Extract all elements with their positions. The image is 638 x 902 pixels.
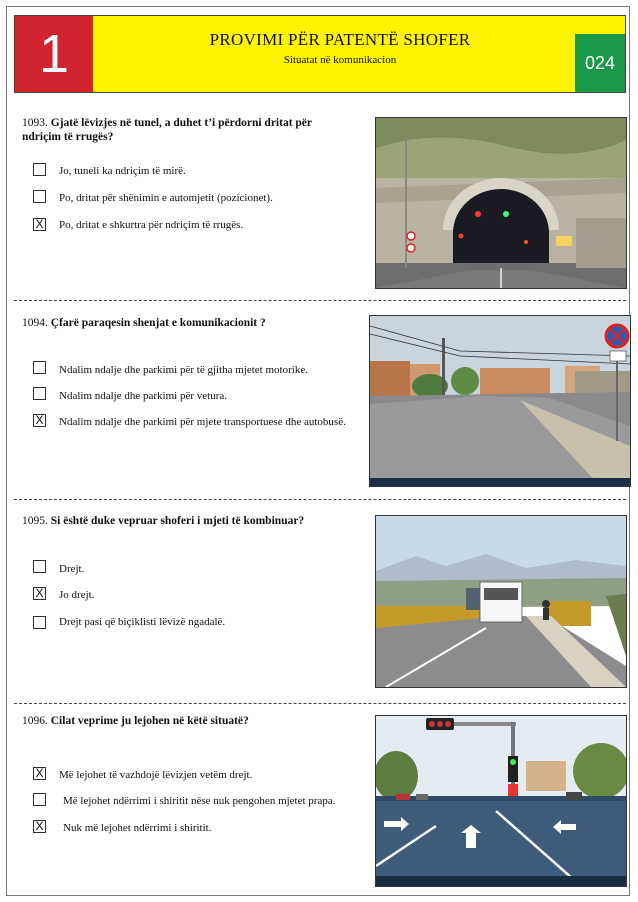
- answer-text: Po, dritat e shkurtra për ndriçim të rrugës.: [59, 219, 244, 231]
- answer-text: Jo drejt.: [59, 589, 95, 601]
- tunnel-photo: [375, 117, 627, 289]
- question-text: Si është duke vepruar shoferi i mjeti të kombinuar?: [50, 515, 305, 527]
- answer-checkbox[interactable]: [33, 361, 46, 374]
- bridge-van-photo: [375, 515, 627, 688]
- section-divider: [14, 499, 626, 500]
- answer-text: Jo, tuneli ka ndriçim të mirë.: [59, 165, 186, 177]
- exam-subtitle: Situatat në komunikacion: [283, 54, 397, 66]
- question-text: Gjatë lëvizjes në tunel, a duhet t’i përdorni dritat për ndriçim të rrugës?: [22, 117, 312, 143]
- answer-text: Po, dritat për shënimin e automjetit (pozicionet).: [59, 192, 273, 204]
- question-heading: [22, 514, 362, 528]
- answer-checkbox[interactable]: [33, 190, 46, 203]
- answer-text: Ndalim ndalje dhe parkimi për vetura.: [59, 390, 227, 402]
- page-code: 024: [575, 34, 625, 92]
- answer-text: Ndalim ndalje dhe parkimi për mjete transportuese dhe autobusë.: [59, 416, 346, 428]
- answer-text: Drejt pasi që biçiklisti lëvizë ngadalë.: [59, 616, 226, 628]
- exam-header: [14, 15, 626, 93]
- question-heading: [22, 116, 342, 144]
- answer-checkbox[interactable]: X: [33, 587, 46, 600]
- question-number: 1095.: [22, 515, 48, 527]
- question-text: Çfarë paraqesin shenjat e komunikacionit ?: [50, 317, 266, 329]
- road-signs-photo: [369, 315, 631, 487]
- answer-text: Drejt.: [59, 563, 85, 575]
- answer-checkbox[interactable]: [33, 163, 46, 176]
- answer-checkbox[interactable]: X: [33, 218, 46, 231]
- section-divider: [14, 703, 626, 704]
- question-heading: [22, 714, 362, 728]
- answer-checkbox[interactable]: [33, 560, 46, 573]
- intersection-photo: [375, 715, 627, 887]
- answer-text: Ndalim ndalje dhe parkimi për të gjitha mjetet motorike.: [59, 364, 308, 376]
- answer-checkbox[interactable]: [33, 616, 46, 629]
- answer-text: Nuk më lejohet ndërrimi i shiritit.: [63, 822, 212, 834]
- exam-title: PROVIMI PËR PATENTË SHOFER: [209, 30, 471, 49]
- question-number: 1096.: [22, 715, 48, 727]
- question-number: 1093.: [22, 117, 48, 129]
- question-text: Cilat veprime ju lejohen në këtë situatë?: [50, 715, 249, 727]
- question-heading: [22, 316, 342, 330]
- answer-text: Më lejohet të vazhdojë lëvizjen vetëm drejt.: [59, 769, 253, 781]
- answer-checkbox[interactable]: [33, 793, 46, 806]
- answer-checkbox[interactable]: [33, 387, 46, 400]
- question-number: 1094.: [22, 317, 48, 329]
- answer-checkbox[interactable]: X: [33, 767, 46, 780]
- answer-text: Më lejohet ndërrimi i shiritit nëse nuk pengohen mjetet prapa.: [63, 795, 336, 807]
- category-number: 1: [15, 16, 93, 92]
- answer-checkbox[interactable]: X: [33, 414, 46, 427]
- section-divider: [14, 300, 626, 301]
- answer-checkbox[interactable]: X: [33, 820, 46, 833]
